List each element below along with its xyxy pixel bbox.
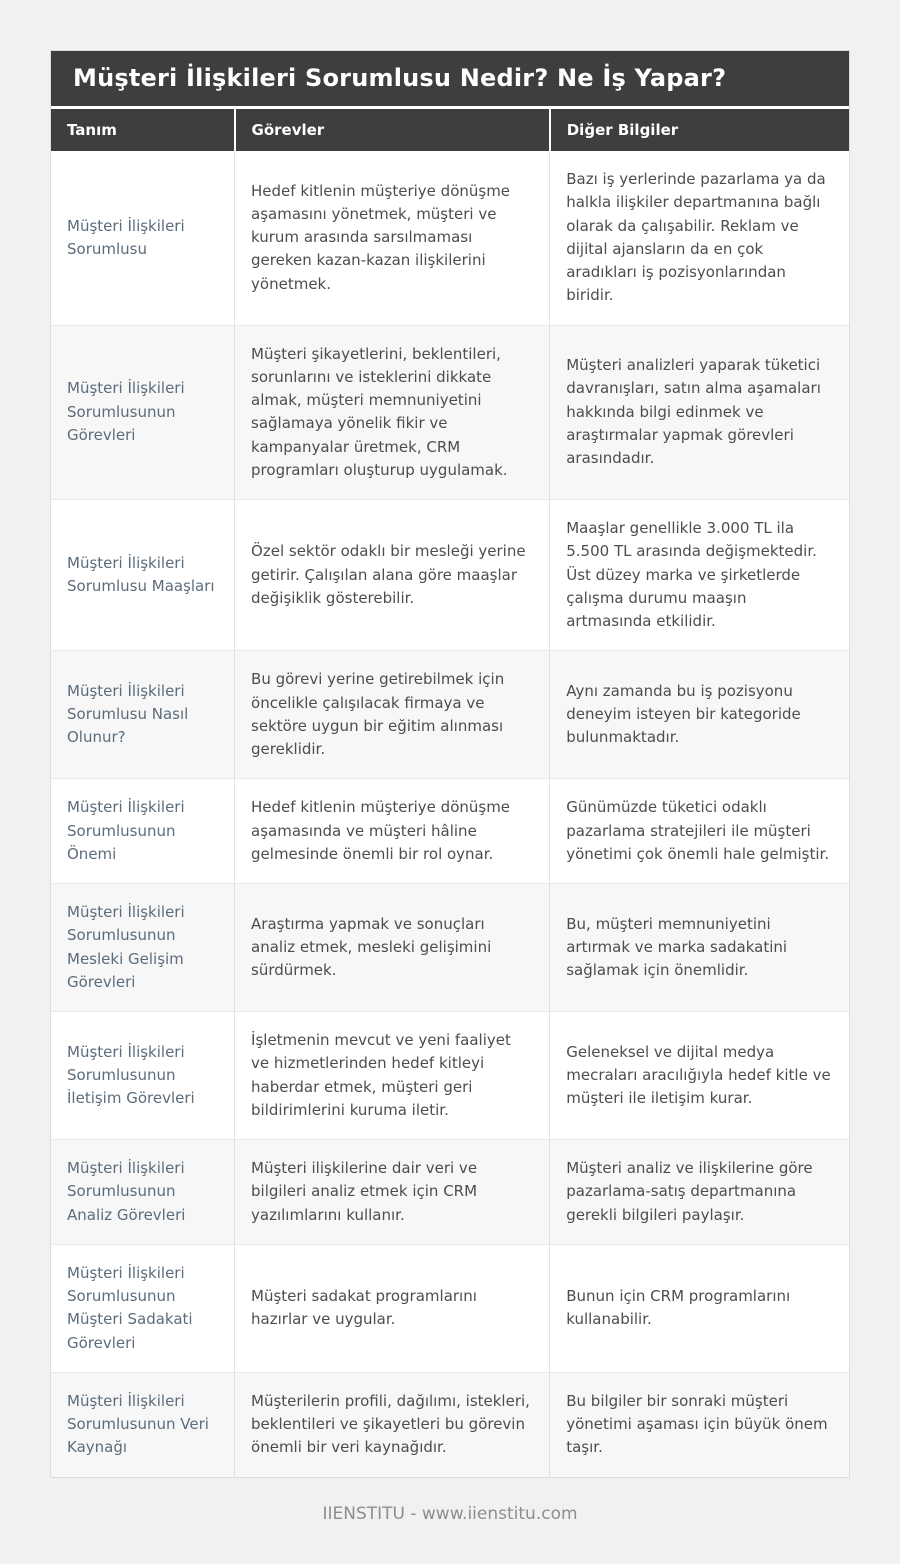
row-other-info-cell: Müşteri analiz ve ilişkilerine göre pazarlama-satış departmanına gerekli bilgileri paylaşır.: [550, 1140, 849, 1245]
row-duties-cell: Müşteri sadakat programlarını hazırlar ve uygular.: [235, 1244, 550, 1372]
row-term-cell: Müşteri İlişkileri Sorumlusunun Müşteri Sadakati Görevleri: [51, 1244, 235, 1372]
row-duties-cell: Araştırma yapmak ve sonuçları analiz etmek, mesleki gelişimini sürdürmek.: [235, 884, 550, 1012]
table-header: [51, 108, 849, 152]
row-duties-cell: Hedef kitlenin müşteriye dönüşme aşamasını yönetmek, müşteri ve kurum arasında sarsılmaması gereken kazan-kazan ilişkilerini yönetmek.: [235, 151, 550, 325]
row-term-cell: Müşteri İlişkileri Sorumlusunun Analiz Görevleri: [51, 1140, 235, 1245]
row-term-cell: Müşteri İlişkileri Sorumlusunun Veri Kaynağı: [51, 1372, 235, 1476]
table-row: [51, 1012, 849, 1140]
row-term-cell: Müşteri İlişkileri Sorumlusunun Görevleri: [51, 325, 235, 500]
table-row: [51, 500, 849, 651]
row-duties-cell: Müşteri ilişkilerine dair veri ve bilgileri analiz etmek için CRM yazılımlarını kullanır.: [235, 1140, 550, 1245]
table-row: [51, 779, 849, 884]
row-duties-cell: Bu görevi yerine getirebilmek için öncelikle çalışılacak firmaya ve sektöre uygun bir eğitim alınması gereklidir.: [235, 651, 550, 779]
row-duties-cell: İşletmenin mevcut ve yeni faaliyet ve hizmetlerinden hedef kitleyi haberdar etmek, müşteri geri bildirimlerini kuruma iletir.: [235, 1012, 550, 1140]
column-header-tanim: Tanım: [51, 108, 235, 152]
footer-credit: IIENSTITU - www.iienstitu.com: [322, 1503, 578, 1524]
table-body: [51, 151, 849, 1477]
column-header-diger-bilgiler: Diğer Bilgiler: [550, 108, 849, 152]
row-term-cell: Müşteri İlişkileri Sorumlusu Maaşları: [51, 500, 235, 651]
table-row: [51, 325, 849, 500]
row-duties-cell: Müşterilerin profili, dağılımı, istekleri, beklentileri ve şikayetleri bu görevin önemli bir veri kaynağıdır.: [235, 1372, 550, 1476]
row-duties-cell: Hedef kitlenin müşteriye dönüşme aşamasında ve müşteri hâline gelmesinde önemli bir rol oynar.: [235, 779, 550, 884]
row-term-cell: Müşteri İlişkileri Sorumlusu Nasıl Olunur?: [51, 651, 235, 779]
row-duties-cell: Özel sektör odaklı bir mesleği yerine getirir. Çalışılan alana göre maaşlar değişiklik gösterebilir.: [235, 500, 550, 651]
table-row: [51, 884, 849, 1012]
table-row: [51, 1140, 849, 1245]
row-other-info-cell: Maaşlar genellikle 3.000 TL ila 5.500 TL arasında değişmektedir. Üst düzey marka ve şirketlerde çalışma durumu maaşın artmasında etkilidir.: [550, 500, 849, 651]
row-term-cell: Müşteri İlişkileri Sorumlusunun Önemi: [51, 779, 235, 884]
page-title: Müşteri İlişkileri Sorumlusu Nedir? Ne İş Yapar?: [51, 51, 849, 106]
table-row: [51, 651, 849, 779]
row-duties-cell: Müşteri şikayetlerini, beklentileri, sorunlarını ve isteklerini dikkate almak, müşteri memnuniyetini sağlamaya yönelik fikir ve kampanyalar üretmek, CRM programları oluşturup uygulamak.: [235, 325, 550, 500]
table-row: [51, 1244, 849, 1372]
row-other-info-cell: Aynı zamanda bu iş pozisyonu deneyim isteyen bir kategoride bulunmaktadır.: [550, 651, 849, 779]
row-other-info-cell: Bazı iş yerlerinde pazarlama ya da halkla ilişkiler departmanına bağlı olarak da çalışabilir. Reklam ve dijital ajansların da en çok aradıkları iş pozisyonlarından biridir.: [550, 151, 849, 325]
row-other-info-cell: Müşteri analizleri yaparak tüketici davranışları, satın alma aşamaları hakkında bilgi edinmek ve araştırmalar yapmak görevleri arasındadır.: [550, 325, 849, 500]
row-other-info-cell: Geleneksel ve dijital medya mecraları aracılığıyla hedef kitle ve müşteri ile iletişim kurar.: [550, 1012, 849, 1140]
row-term-cell: Müşteri İlişkileri Sorumlusu: [67, 216, 185, 258]
row-other-info-cell: Bu, müşteri memnuniyetini artırmak ve marka sadakatini sağlamak için önemlidir.: [550, 884, 849, 1012]
row-term-cell: Müşteri İlişkileri Sorumlusunun Mesleki Gelişim Görevleri: [51, 884, 235, 1012]
info-table: [51, 106, 849, 1477]
table-row: [51, 1372, 849, 1476]
content-card: [50, 50, 850, 1478]
table-row: [51, 151, 849, 325]
column-header-gorevler: Görevler: [235, 108, 550, 152]
row-other-info-cell: Günümüzde tüketici odaklı pazarlama stratejileri ile müşteri yönetimi çok önemli hale gelmiştir.: [550, 779, 849, 884]
row-other-info-cell: Bunun için CRM programlarını kullanabilir.: [550, 1244, 849, 1372]
row-other-info-cell: Bu bilgiler bir sonraki müşteri yönetimi aşaması için büyük önem taşır.: [550, 1372, 849, 1476]
row-term-cell: Müşteri İlişkileri Sorumlusunun İletişim Görevleri: [51, 1012, 235, 1140]
